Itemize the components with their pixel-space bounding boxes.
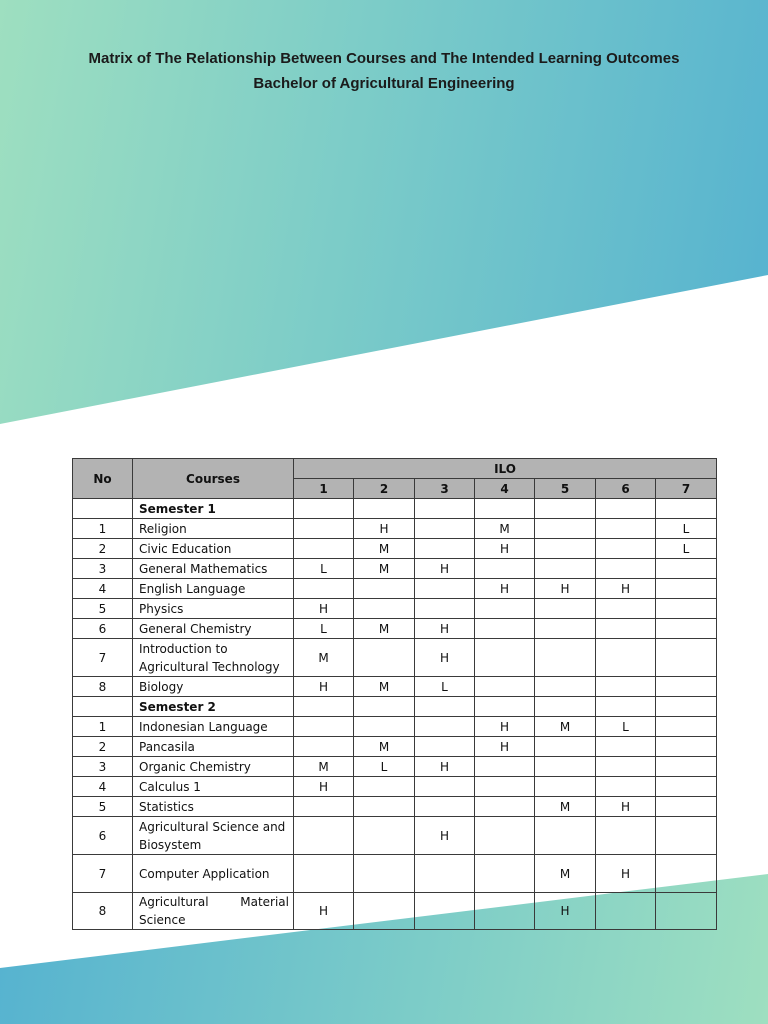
ilo-level-cell bbox=[656, 817, 717, 855]
course-name: Civic Education bbox=[133, 539, 294, 559]
row-number: 2 bbox=[73, 737, 133, 757]
course-name: Biology bbox=[133, 677, 294, 697]
semester-label: Semester 2 bbox=[133, 697, 294, 717]
semester-empty-cell bbox=[596, 499, 656, 519]
ilo-level-cell bbox=[596, 539, 656, 559]
ilo-level-cell bbox=[596, 559, 656, 579]
row-number: 1 bbox=[73, 519, 133, 539]
ilo-level-cell bbox=[354, 855, 415, 893]
table-row bbox=[73, 777, 717, 797]
ilo-level-cell bbox=[535, 519, 596, 539]
table-row bbox=[73, 677, 717, 697]
semester-label: Semester 1 bbox=[133, 499, 294, 519]
ilo-level-cell bbox=[656, 639, 717, 677]
matrix-body bbox=[73, 499, 717, 930]
ilo-level-cell bbox=[475, 893, 535, 930]
ilo-level-cell bbox=[354, 893, 415, 930]
ilo-level-cell bbox=[354, 639, 415, 677]
course-name: Organic Chemistry bbox=[133, 757, 294, 777]
table-row bbox=[73, 639, 717, 677]
ilo-level-cell bbox=[535, 817, 596, 855]
ilo-level-cell bbox=[475, 757, 535, 777]
semester-empty-cell bbox=[415, 697, 475, 717]
ilo-level-cell: H bbox=[475, 539, 535, 559]
ilo-level-cell: H bbox=[294, 599, 354, 619]
header-ilo-col: 4 bbox=[475, 479, 535, 499]
ilo-level-cell bbox=[596, 677, 656, 697]
semester-empty-cell bbox=[656, 697, 717, 717]
ilo-level-cell bbox=[596, 817, 656, 855]
ilo-level-cell bbox=[596, 619, 656, 639]
semester-empty-cell bbox=[475, 499, 535, 519]
course-name: Statistics bbox=[133, 797, 294, 817]
title-line-2: Bachelor of Agricultural Engineering bbox=[253, 75, 515, 92]
ilo-level-cell: H bbox=[415, 639, 475, 677]
ilo-level-cell: L bbox=[596, 717, 656, 737]
ilo-level-cell: M bbox=[354, 559, 415, 579]
semester-row bbox=[73, 697, 717, 717]
course-name: English Language bbox=[133, 579, 294, 599]
ilo-level-cell: H bbox=[475, 737, 535, 757]
ilo-level-cell bbox=[415, 579, 475, 599]
ilo-level-cell: H bbox=[354, 519, 415, 539]
ilo-level-cell bbox=[656, 579, 717, 599]
course-name: Physics bbox=[133, 599, 294, 619]
row-number: 1 bbox=[73, 717, 133, 737]
ilo-level-cell bbox=[596, 777, 656, 797]
ilo-level-cell bbox=[354, 797, 415, 817]
ilo-level-cell bbox=[415, 539, 475, 559]
table-row bbox=[73, 893, 717, 930]
ilo-level-cell: L bbox=[294, 619, 354, 639]
ilo-level-cell: M bbox=[354, 539, 415, 559]
ilo-level-cell bbox=[535, 757, 596, 777]
semester-empty-cell bbox=[415, 499, 475, 519]
ilo-level-cell bbox=[475, 797, 535, 817]
ilo-level-cell: H bbox=[415, 757, 475, 777]
course-name: Calculus 1 bbox=[133, 777, 294, 797]
ilo-level-cell bbox=[535, 677, 596, 697]
ilo-level-cell bbox=[656, 559, 717, 579]
table-row bbox=[73, 757, 717, 777]
ilo-level-cell: H bbox=[294, 893, 354, 930]
row-number: 6 bbox=[73, 619, 133, 639]
ilo-level-cell bbox=[656, 717, 717, 737]
ilo-level-cell bbox=[535, 599, 596, 619]
ilo-level-cell bbox=[354, 777, 415, 797]
header-ilo-col: 6 bbox=[596, 479, 656, 499]
course-name: General Chemistry bbox=[133, 619, 294, 639]
ilo-level-cell bbox=[354, 717, 415, 737]
header-row-1 bbox=[73, 459, 717, 479]
ilo-level-cell: H bbox=[415, 817, 475, 855]
row-number: 7 bbox=[73, 855, 133, 893]
ilo-level-cell bbox=[415, 519, 475, 539]
table-row bbox=[73, 599, 717, 619]
ilo-level-cell: H bbox=[294, 677, 354, 697]
course-name: Religion bbox=[133, 519, 294, 539]
semester-empty-cell bbox=[294, 499, 354, 519]
header-ilo-col: 1 bbox=[294, 479, 354, 499]
table-row bbox=[73, 717, 717, 737]
ilo-level-cell bbox=[415, 893, 475, 930]
row-number: 2 bbox=[73, 539, 133, 559]
document-title bbox=[0, 46, 768, 96]
semester-empty-cell bbox=[354, 499, 415, 519]
row-number: 5 bbox=[73, 797, 133, 817]
header-ilo-col: 7 bbox=[656, 479, 717, 499]
ilo-level-cell: L bbox=[354, 757, 415, 777]
table-row bbox=[73, 855, 717, 893]
ilo-level-cell bbox=[294, 717, 354, 737]
course-name: Pancasila bbox=[133, 737, 294, 757]
ilo-level-cell bbox=[656, 855, 717, 893]
course-name: Agricultural Science and Biosystem bbox=[133, 817, 294, 855]
semester-empty-cell bbox=[535, 697, 596, 717]
ilo-level-cell: H bbox=[596, 855, 656, 893]
table-row bbox=[73, 797, 717, 817]
semester-empty-cell bbox=[294, 697, 354, 717]
header-ilo: ILO bbox=[294, 459, 717, 479]
semester-empty-cell bbox=[535, 499, 596, 519]
ilo-level-cell: M bbox=[354, 737, 415, 757]
ilo-level-cell bbox=[656, 599, 717, 619]
row-number: 3 bbox=[73, 757, 133, 777]
row-number: 8 bbox=[73, 893, 133, 930]
table-row bbox=[73, 619, 717, 639]
ilo-level-cell bbox=[415, 717, 475, 737]
semester-row bbox=[73, 499, 717, 519]
ilo-level-cell: L bbox=[656, 539, 717, 559]
ilo-level-cell: H bbox=[415, 559, 475, 579]
row-number: 3 bbox=[73, 559, 133, 579]
row-number: 7 bbox=[73, 639, 133, 677]
table-row bbox=[73, 817, 717, 855]
ilo-level-cell: M bbox=[354, 677, 415, 697]
ilo-level-cell bbox=[535, 737, 596, 757]
course-name: Introduction to Agricultural Technology bbox=[133, 639, 294, 677]
ilo-level-cell: H bbox=[596, 797, 656, 817]
ilo-matrix-table bbox=[72, 458, 717, 930]
table-row bbox=[73, 579, 717, 599]
course-name: Computer Application bbox=[133, 855, 294, 893]
ilo-level-cell bbox=[475, 599, 535, 619]
ilo-level-cell bbox=[475, 777, 535, 797]
semester-no-cell bbox=[73, 697, 133, 717]
course-name: Indonesian Language bbox=[133, 717, 294, 737]
ilo-level-cell bbox=[596, 757, 656, 777]
row-number: 6 bbox=[73, 817, 133, 855]
ilo-level-cell: H bbox=[475, 579, 535, 599]
header-no: No bbox=[73, 459, 133, 499]
ilo-level-cell bbox=[475, 677, 535, 697]
ilo-level-cell: H bbox=[596, 579, 656, 599]
ilo-level-cell bbox=[475, 619, 535, 639]
ilo-level-cell bbox=[354, 817, 415, 855]
header-ilo-col: 2 bbox=[354, 479, 415, 499]
ilo-level-cell bbox=[415, 797, 475, 817]
title-line-1: Matrix of The Relationship Between Courses and The Intended Learning Outcomes bbox=[88, 50, 680, 67]
ilo-level-cell bbox=[535, 539, 596, 559]
ilo-level-cell bbox=[535, 619, 596, 639]
ilo-level-cell bbox=[656, 737, 717, 757]
semester-empty-cell bbox=[596, 697, 656, 717]
ilo-level-cell: M bbox=[294, 757, 354, 777]
ilo-level-cell: M bbox=[535, 855, 596, 893]
ilo-level-cell bbox=[535, 777, 596, 797]
ilo-level-cell bbox=[415, 855, 475, 893]
ilo-level-cell bbox=[294, 737, 354, 757]
ilo-level-cell bbox=[596, 639, 656, 677]
ilo-level-cell: M bbox=[535, 717, 596, 737]
ilo-level-cell bbox=[294, 855, 354, 893]
table-row bbox=[73, 559, 717, 579]
ilo-level-cell: M bbox=[354, 619, 415, 639]
ilo-level-cell: M bbox=[475, 519, 535, 539]
ilo-level-cell: H bbox=[535, 579, 596, 599]
ilo-level-cell bbox=[656, 797, 717, 817]
row-number: 4 bbox=[73, 579, 133, 599]
header-ilo-col: 3 bbox=[415, 479, 475, 499]
ilo-level-cell bbox=[535, 559, 596, 579]
ilo-level-cell bbox=[656, 677, 717, 697]
ilo-level-cell bbox=[596, 893, 656, 930]
header-ilo-col: 5 bbox=[535, 479, 596, 499]
ilo-level-cell bbox=[535, 639, 596, 677]
ilo-level-cell: H bbox=[294, 777, 354, 797]
row-number: 5 bbox=[73, 599, 133, 619]
ilo-level-cell bbox=[656, 893, 717, 930]
ilo-level-cell bbox=[596, 519, 656, 539]
ilo-level-cell bbox=[415, 777, 475, 797]
table-row bbox=[73, 519, 717, 539]
header-courses: Courses bbox=[133, 459, 294, 499]
course-name: Agricultural Material Science bbox=[133, 893, 294, 930]
semester-empty-cell bbox=[656, 499, 717, 519]
ilo-level-cell bbox=[354, 599, 415, 619]
ilo-level-cell bbox=[596, 737, 656, 757]
semester-empty-cell bbox=[354, 697, 415, 717]
semester-empty-cell bbox=[475, 697, 535, 717]
ilo-level-cell bbox=[294, 539, 354, 559]
ilo-level-cell bbox=[475, 559, 535, 579]
ilo-level-cell bbox=[596, 599, 656, 619]
row-number: 4 bbox=[73, 777, 133, 797]
ilo-level-cell bbox=[656, 777, 717, 797]
ilo-level-cell bbox=[415, 737, 475, 757]
ilo-level-cell: H bbox=[475, 717, 535, 737]
ilo-level-cell: M bbox=[535, 797, 596, 817]
ilo-level-cell bbox=[294, 579, 354, 599]
ilo-level-cell: H bbox=[415, 619, 475, 639]
row-number: 8 bbox=[73, 677, 133, 697]
ilo-level-cell bbox=[475, 639, 535, 677]
ilo-level-cell bbox=[656, 619, 717, 639]
ilo-level-cell: M bbox=[294, 639, 354, 677]
semester-no-cell bbox=[73, 499, 133, 519]
ilo-level-cell: L bbox=[415, 677, 475, 697]
ilo-level-cell bbox=[294, 797, 354, 817]
ilo-level-cell bbox=[354, 579, 415, 599]
ilo-level-cell bbox=[294, 817, 354, 855]
table-row bbox=[73, 539, 717, 559]
ilo-level-cell: L bbox=[294, 559, 354, 579]
table-row bbox=[73, 737, 717, 757]
ilo-level-cell bbox=[475, 817, 535, 855]
ilo-level-cell bbox=[656, 757, 717, 777]
ilo-level-cell bbox=[475, 855, 535, 893]
ilo-level-cell: L bbox=[656, 519, 717, 539]
ilo-level-cell bbox=[294, 519, 354, 539]
course-name: General Mathematics bbox=[133, 559, 294, 579]
ilo-level-cell: H bbox=[535, 893, 596, 930]
ilo-level-cell bbox=[415, 599, 475, 619]
